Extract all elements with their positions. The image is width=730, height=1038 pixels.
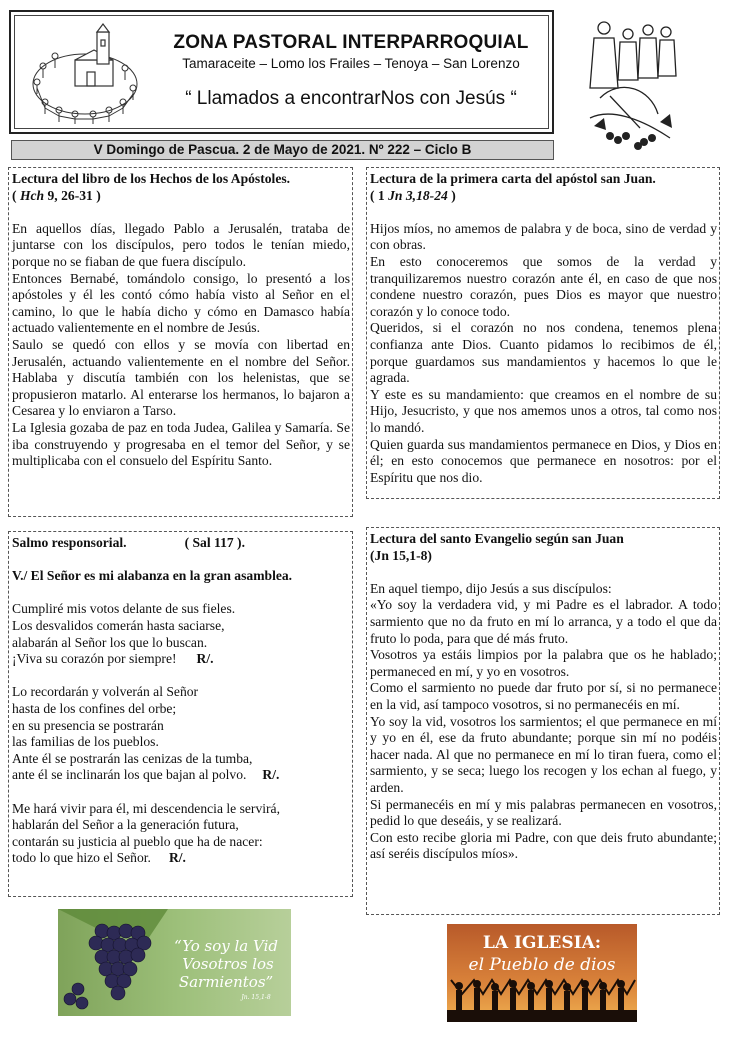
paragraph: Entonces Bernabé, tomándolo consigo, lo presentó a los apóstoles y él les contó cómo había visto al Señor en el camino, lo que le había dicho y cómo en Damasco había actuado valientemente en el nombre de Jesús. xyxy=(12,270,350,336)
paragraph: Con esto recibe gloria mi Padre, con que deis fruto abundante; así seréis discípulos míos». xyxy=(370,829,717,862)
vineyard-workers-drawing-icon xyxy=(580,18,680,152)
psalm-reference: ( Sal 117 ). xyxy=(184,535,245,550)
response-mark: R/. xyxy=(168,850,186,866)
church-text-line1: LA IGLESIA: xyxy=(482,933,602,953)
paragraph: La Iglesia gozaba de paz en toda Judea, Galilea y Samaría. Se iba construyendo y progresaba en el temor del Señor, y se multiplicaba con el consuelo del Espíritu Santo. xyxy=(12,419,350,469)
psalm-heading xyxy=(12,535,350,552)
psalm-verse: Lo recordarán y volverán al Señor xyxy=(12,684,199,700)
vine-text-line1: “Yo soy la Vid xyxy=(174,937,278,955)
first-reading-panel xyxy=(8,167,353,517)
vine-text-line3: Sarmientos” xyxy=(178,973,274,991)
vine-text-line2: Vosotros los xyxy=(182,955,274,973)
second-reading-panel xyxy=(366,167,720,499)
church-text-line2: el Pueblo de dios xyxy=(468,955,616,975)
first-reading-ref-book: Hch xyxy=(19,187,45,203)
psalm-title: Salmo responsorial. xyxy=(12,535,127,550)
second-reading-ref-num: ( 1 xyxy=(370,187,389,203)
psalm-response: V./ El Señor es mi alabanza en la gran asamblea. xyxy=(12,568,293,584)
spacer xyxy=(12,668,350,685)
paragraph: Si permanecéis en mí y mis palabras permanecen en vosotros, pedid lo que deseáis, y se realizará. xyxy=(370,796,717,829)
psalm-verse: Cumpliré mis votos delante de sus fieles. xyxy=(12,601,236,617)
paragraph: Y este es su mandamiento: que creamos en el nombre de su Hijo, Jesucristo, y que nos amemos unos a otros, tal como nos lo mandó. xyxy=(370,386,717,435)
psalm-verse: contarán su justicia al pueblo que ha de nacer: xyxy=(12,833,263,849)
response-mark: R/. xyxy=(196,651,214,667)
date-band: V Domingo de Pascua. 2 de Mayo de 2021. Nº 222 – Ciclo B xyxy=(11,140,554,160)
psalm-verse: Los desvalidos comerán hasta saciarse, xyxy=(12,617,225,633)
paragraph: Yo soy la vid, vosotros los sarmientos; el que permanece en mí y yo en él, ese da fruto abundante; porque sin mí no podéis hacer nada. Al que no permanece en mí lo tiran fuera, como el sarmiento, y se seca; luego los recogen y los echan al fuego, y arden. xyxy=(370,713,717,795)
psalm-verse: las familias de los pueblos. xyxy=(12,734,159,750)
header-box xyxy=(9,10,554,134)
header-motto: “ Llamados a encontrarNos con Jesús “ xyxy=(185,88,517,109)
paragraph: «Yo soy la verdadera vid, y mi Padre es el labrador. A todo sarmiento que no da fruto en mí lo arranca, y a todo el que da fruto lo poda, para que dé más fruto. xyxy=(370,597,717,646)
header-parishes: Tamaraceite – Lomo los Frailes – Tenoya – San Lorenzo xyxy=(182,56,520,71)
paragraph: En esto conoceremos que somos de la verdad y tranquilizaremos nuestro corazón ante él, en caso de que nos condene nuestro corazón, pues Dios es mayor que nuestro corazón y lo conoce todo. xyxy=(370,253,717,319)
paragraph: En aquel tiempo, dijo Jesús a sus discípulos: xyxy=(370,580,612,596)
spacer xyxy=(12,204,350,221)
paragraph: Queridos, si el corazón no nos condena, tenemos plena confianza ante Dios. Cuanto pidamos lo recibimos de él, porque guardamos sus mandamientos y hacemos lo que le agrada. xyxy=(370,320,717,386)
psalm-verse: ante él se inclinarán los que bajan al polvo. xyxy=(12,767,247,783)
psalm-verse: en su presencia se postrarán xyxy=(12,717,164,733)
psalm-verse: ¡Viva su corazón por siempre! xyxy=(12,651,177,667)
psalm-verse: alabarán al Señor los que lo buscan. xyxy=(12,634,208,650)
second-reading-ref-end: ) xyxy=(447,187,456,203)
psalm-verse: hasta de los confines del orbe; xyxy=(12,700,177,716)
paragraph: En aquellos días, llegado Pablo a Jerusalén, trataba de juntarse con los discípulos, pero todos le tenían miedo, porque no se fiaban de que fuera discípulo. xyxy=(12,220,350,269)
paragraph: Hijos míos, no amemos de palabra y de boca, sino de verdad y con obras. xyxy=(370,220,717,253)
spacer xyxy=(370,204,717,221)
psalm-verse-with-response xyxy=(12,767,350,784)
paragraph: Quien guarda sus mandamientos permanece en Dios, y Dios en él; en esto conocemos que permanece en nosotros: por el Espíritu que nos dio. xyxy=(370,436,717,485)
psalm-verse: todo lo que hizo el Señor. xyxy=(12,850,151,866)
grapes-vine-image xyxy=(58,909,291,1016)
paragraph: Como el sarmiento no puede dar fruto por sí, si no permanece en la vid, así tampoco vosotros, si no permanecéis en mí. xyxy=(370,680,717,712)
second-reading-reference xyxy=(370,188,717,205)
second-reading-ref-book: Jn 3,18-24 xyxy=(388,187,448,203)
first-reading-title: Lectura del libro de los Hechos de los Apóstoles. xyxy=(12,171,291,186)
vine-text-reference: Jn. 15,1-8 xyxy=(241,994,271,1001)
psalm-verse: Me hará vivir para él, mi descendencia le servirá, xyxy=(12,800,280,816)
psalm-verse: Ante él se postrarán las cenizas de la tumba, xyxy=(12,750,253,766)
spacer xyxy=(12,784,350,801)
gospel-panel xyxy=(366,527,720,915)
church-circle-logo-icon xyxy=(25,22,143,124)
paragraph: Saulo se quedó con ellos y se movía con libertad en Jerusalén, actuando valientemente en el nombre del Señor. Hablaba y discutía también con los helenistas, que se propusieron matarlo. Al enterarse los hermanos, lo bajaron a Cesarea y lo enviaron a Tarso. xyxy=(12,336,350,419)
header-title: ZONA PASTORAL INTERPARROQUIAL xyxy=(173,32,529,53)
response-mark: R/. xyxy=(262,767,280,783)
psalm-verse-with-response xyxy=(12,651,350,668)
first-reading-reference: ( Hch 9, 26-31 ) xyxy=(12,187,101,203)
first-reading-ref-rest: 9, 26-31 ) xyxy=(44,187,101,203)
psalm-verse: hablarán del Señor a la generación futura, xyxy=(12,817,239,833)
spacer xyxy=(12,585,350,602)
spacer xyxy=(12,552,350,569)
gospel-title: Lectura del santo Evangelio según san Juan xyxy=(370,531,624,546)
psalm-panel xyxy=(8,531,353,897)
paragraph: Vosotros ya estáis limpios por la palabra que os he hablado; permaneced en mí, y yo en vosotros. xyxy=(370,647,717,679)
church-people-image xyxy=(447,924,637,1022)
gospel-reference: (Jn 15,1-8) xyxy=(370,547,432,563)
second-reading-title: Lectura de la primera carta del apóstol san Juan. xyxy=(370,171,656,186)
spacer xyxy=(370,564,717,581)
psalm-verse-with-response xyxy=(12,850,350,867)
